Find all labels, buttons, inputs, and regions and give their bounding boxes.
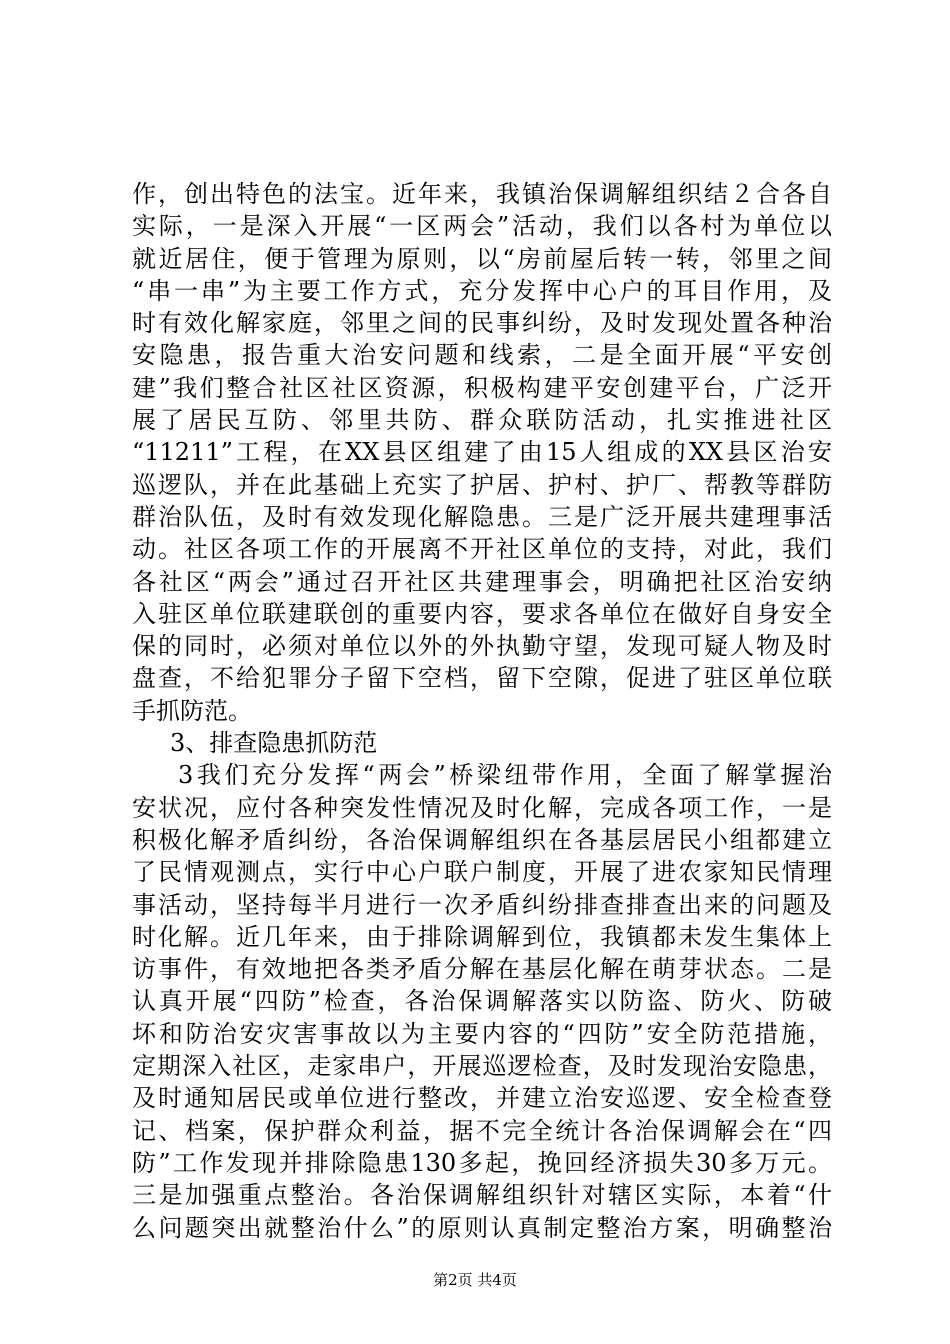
text-line: 作，创出特色的法宝。近年来，我镇治保调解组织结２合各自 [132,180,832,208]
text-line: 定期深入社区，走家串户，开展巡逻检查，及时发现治安隐患， [132,1052,832,1081]
text-line: 入驻区单位联建联创的重要内容，要求各单位在做好自身安全 [132,599,832,628]
text-line: “11211”工程，在XX县区组建了由15人组成的XX县区治安 [132,438,832,467]
text-line: 认真开展“四防”检查，各治保调解落实以防盗、防火、防破 [132,987,832,1016]
document-body [132,178,832,1244]
text-line: “串一串”为主要工作方式，充分发挥中心户的耳目作用，及 [132,276,832,305]
text-line: 访事件，有效地把各类矛盾分解在基层化解在萌芽状态。二是 [132,955,832,984]
text-line: 三是加强重点整治。各治保调解组织针对辖区实际，本着“什 [132,1181,832,1210]
text-line: 动。社区各项工作的开展离不开社区单位的支持，对此，我们 [132,535,832,564]
text-line: 积极化解矛盾纠纷，各治保调解组织在各基层居民小组都建立 [132,825,832,854]
text-line: 就近居住，便于管理为原则，以“房前屋后转一转，邻里之间 [132,244,832,273]
text-line: 保的同时，必须对单位以外的外执勤守望，发现可疑人物及时 [132,632,832,661]
text-line: 安隐患，报告重大治安问题和线索，二是全面开展“平安创 [132,341,832,370]
text-line: 展了居民互防、邻里共防、群众联防活动，扎实推进社区 [132,406,832,435]
text-line: 防”工作发现并排除隐患130多起，挽回经济损失30多万元。 [132,1148,832,1177]
text-line: 事活动，坚持每半月进行一次矛盾纠纷排查排查出来的问题及 [132,890,832,919]
text-line: 巡逻队，并在此基础上充实了护居、护村、护厂、帮教等群防 [132,470,832,499]
text-line: 建”我们整合社区社区资源，积极构建平安创建平台，广泛开 [132,373,832,402]
text-line: 手抓防范。 [132,696,252,725]
text-line: 及时通知居民或单位进行整改，并建立治安巡逻、安全检查登 [132,1084,832,1113]
text-line: 群治队伍，及时有效发现化解隐患。三是广泛开展共建理事活 [132,502,832,531]
text-line: 时化解。近几年来，由于排除调解到位，我镇都未发生集体上 [132,922,832,951]
section-heading: 3、排查隐患抓防范 [170,729,378,758]
text-line: 实际，一是深入开展“一区两会”活动，我们以各村为单位以 [132,212,832,241]
page-number-footer: 第2页 共4页 [433,1271,517,1289]
text-line: 3我们充分发挥“两会”桥梁纽带作用，全面了解掌握治 [178,761,832,790]
text-line: 了民情观测点，实行中心户联户制度，开展了进农家知民情理 [132,858,832,887]
text-line: 各社区“两会”通过召开社区共建理事会，明确把社区治安纳 [132,567,832,596]
text-line: 盘查，不给犯罪分子留下空档，留下空隙，促进了驻区单位联 [132,664,832,693]
text-line: 记、档案，保护群众利益，据不完全统计各治保调解会在“四 [132,1116,832,1145]
text-line: 么问题突出就整治什么”的原则认真制定整治方案，明确整治 [132,1213,832,1242]
text-line: 时有效化解家庭，邻里之间的民事纠纷，及时发现处置各种治 [132,309,832,338]
text-line: 安状况，应付各种突发性情况及时化解，完成各项工作，一是 [132,793,832,822]
text-line: 坏和防治安灾害事故以为主要内容的“四防”安全防范措施， [132,1019,832,1048]
